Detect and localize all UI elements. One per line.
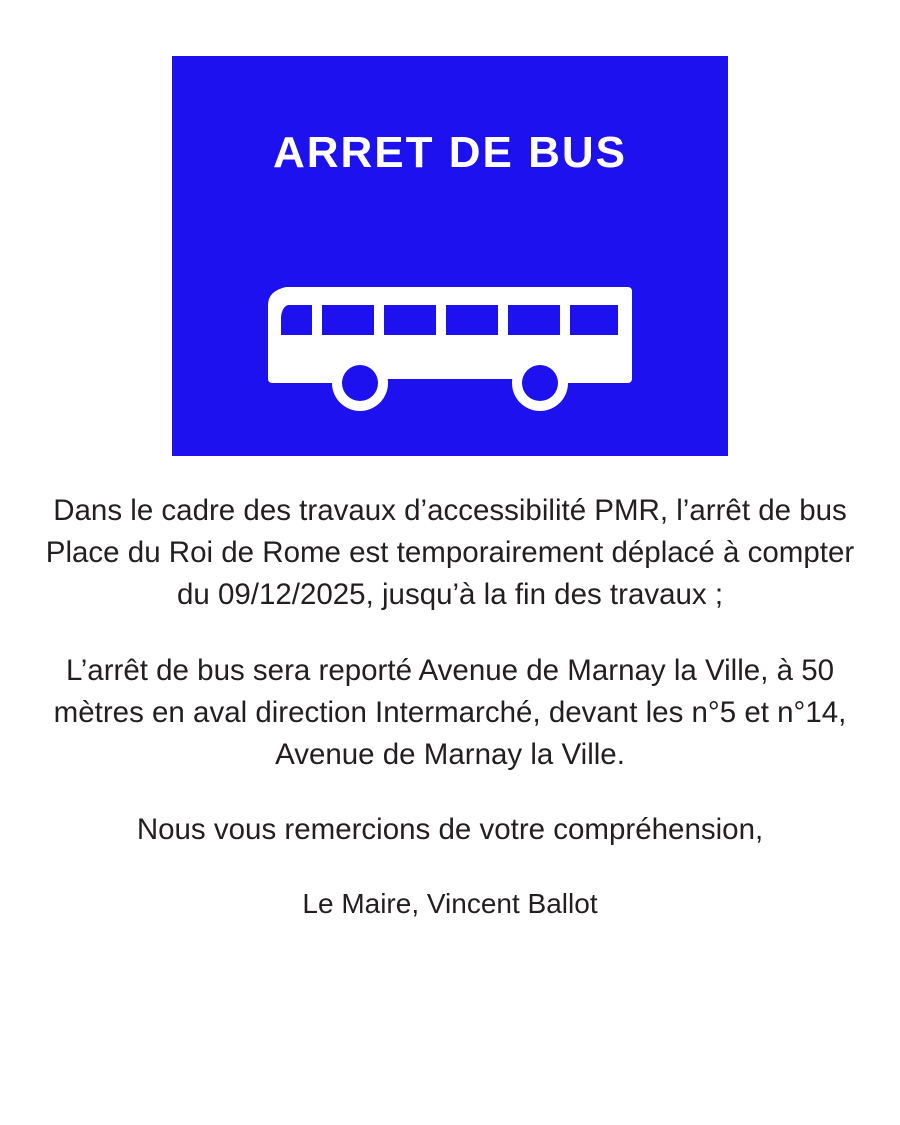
- sign-title: ARRET DE BUS: [272, 128, 628, 177]
- notice-text: [30, 490, 870, 924]
- notice-paragraph-3: Nous vous remercions de votre compréhension,: [136, 813, 764, 847]
- bus-icon: [264, 261, 636, 413]
- notice-paragraph-2: L’arrêt de bus sera reporté Avenue de Marnay la Ville, à 50 mètres en aval direction Intermarché, devant les n°5 et n°14, Avenue de Marnay la Ville.: [53, 653, 847, 771]
- notice-paragraph-1: Dans le cadre des travaux d’accessibilité PMR, l’arrêt de bus Place du Roi de Rome est temporairement déplacé à compter du 09/12/2025, jusqu’à la fin des travaux ;: [45, 494, 855, 612]
- bus-stop-sign: [172, 56, 728, 456]
- notice-signature: Le Maire, Vincent Ballot: [302, 888, 598, 920]
